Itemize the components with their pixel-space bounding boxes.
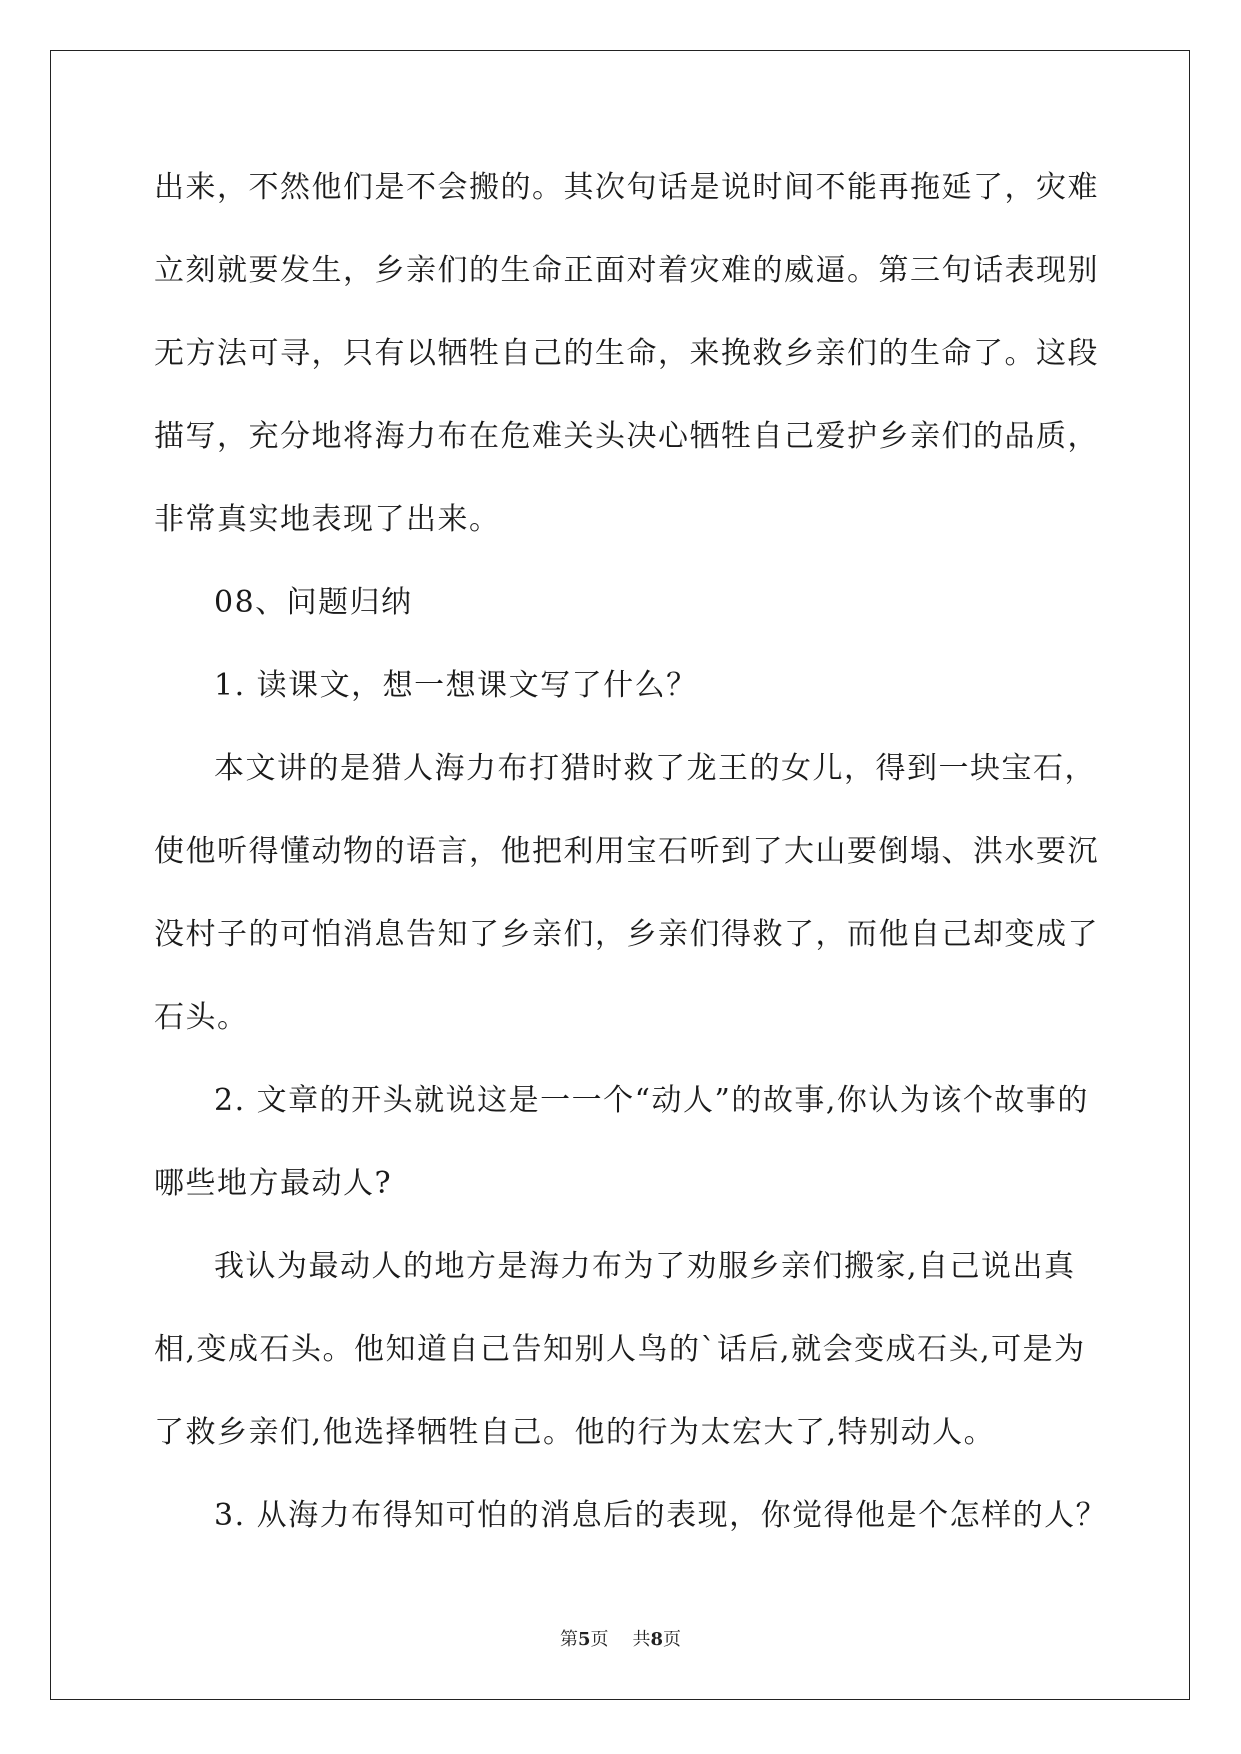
answer-1-line: 石头。 (154, 1000, 249, 1035)
question-2-line: 哪些地方最动人? (154, 1166, 393, 1201)
section-heading: 08、问题归纳 (214, 585, 413, 620)
text-line: 描写，充分地将海力布在危难关头决心牺牲自己爱护乡亲们的品质， (154, 419, 1099, 454)
footer-page-suffix: 页 (590, 1629, 609, 1650)
answer-2-line: 了救乡亲们,他选择牺牲自己。他的行为太宏大了,特别动人。 (154, 1415, 996, 1450)
answer-1-line: 使他听得懂动物的语言，他把利用宝石听到了大山要倒塌、洪水要沉 (154, 834, 1099, 869)
answer-2-line: 我认为最动人的地方是海力布为了劝服乡亲们搬家,自己说出真 (214, 1249, 1076, 1284)
footer-prefix: 第 (559, 1629, 578, 1650)
total-pages: 8 (650, 1629, 664, 1650)
footer-total-prefix: 共 (632, 1629, 651, 1650)
document-body (154, 158, 1108, 1569)
page-number: 5 (577, 1629, 591, 1650)
text-line: 无方法可寻，只有以牺牲自己的生命，来挽救乡亲们的生命了。这段 (154, 336, 1099, 371)
footer-total-suffix: 页 (663, 1629, 682, 1650)
text-line: 非常真实地表现了出来。 (154, 502, 501, 537)
answer-1-line: 没村子的可怕消息告知了乡亲们，乡亲们得救了，而他自己却变成了 (154, 917, 1099, 952)
page-footer (0, 1625, 1241, 1651)
question-2: 2. 文章的开头就说这是一一个“动人”的故事,你认为该个故事的 (214, 1083, 1089, 1118)
text-line: 立刻就要发生，乡亲们的生命正面对着灾难的威逼。第三句话表现别 (154, 253, 1099, 288)
question-3: 3. 从海力布得知可怕的消息后的表现，你觉得他是个怎样的人？ (214, 1498, 1108, 1533)
text-line: 出来，不然他们是不会搬的。其次句话是说时间不能再拖延了，灾难 (154, 170, 1099, 205)
answer-1-line: 本文讲的是猎人海力布打猎时救了龙王的女儿，得到一块宝石， (214, 751, 1096, 786)
answer-2-line: 相,变成石头。他知道自己告知别人鸟的`话后,就会变成石头,可是为 (154, 1332, 1086, 1367)
question-1: 1. 读课文，想一想课文写了什么？ (214, 668, 698, 703)
